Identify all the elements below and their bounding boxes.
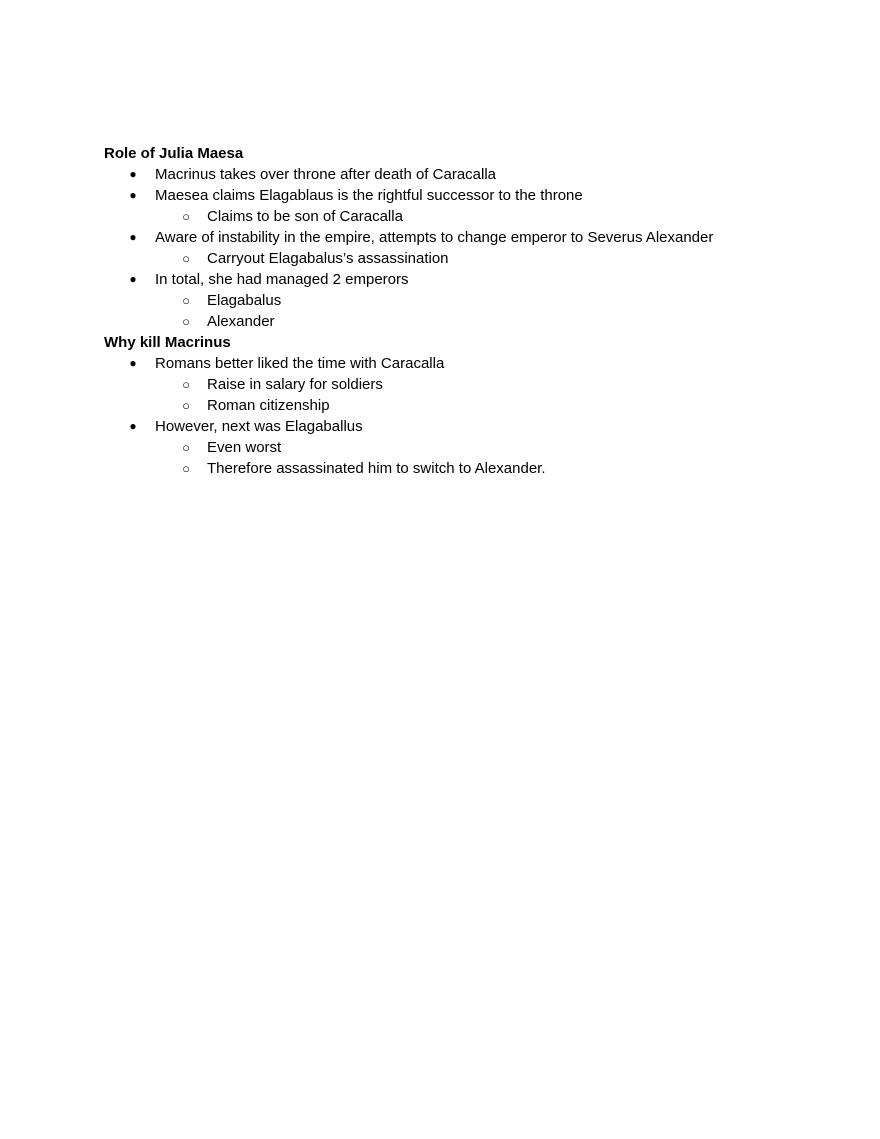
bullet-disc-icon: ● [129,356,137,370]
list-subitem [104,458,777,479]
bullet-circle-icon: ○ [182,461,190,476]
list-item [104,416,777,437]
list-item [104,269,777,290]
bullet-disc-icon: ● [129,419,137,433]
list-subitem [104,395,777,416]
list-item-text: Elagabalus [207,292,282,309]
list-item-text: Aware of instability in the empire, attempts to change emperor to Severus Alexander [155,229,714,246]
section-heading: Why kill Macrinus [104,334,231,351]
list-item [104,164,777,185]
list-item [104,353,777,374]
list-item-text: Carryout Elagabalus’s assassination [207,250,449,267]
bullet-disc-icon: ● [129,188,137,202]
list-item-text: Even worst [207,439,282,456]
list-item-text: However, next was Elagaballus [155,418,363,435]
bullet-circle-icon: ○ [182,209,190,224]
list-subitem [104,311,777,332]
list-item-text: Romans better liked the time with Caracalla [155,355,445,372]
list-item-text: Claims to be son of Caracalla [207,208,403,225]
list-item-text: Roman citizenship [207,397,330,414]
bullet-disc-icon: ● [129,272,137,286]
list-item-text: In total, she had managed 2 emperors [155,271,409,288]
bullet-circle-icon: ○ [182,398,190,413]
list-item [104,227,777,248]
list-item-text: Alexander [207,313,275,330]
notes-content [104,143,777,479]
bullet-circle-icon: ○ [182,314,190,329]
list-subitem [104,206,777,227]
bullet-circle-icon: ○ [182,251,190,266]
list-item-text: Maesea claims Elagablaus is the rightful successor to the throne [155,187,583,204]
section-heading: Role of Julia Maesa [104,145,244,162]
bullet-disc-icon: ● [129,230,137,244]
bullet-circle-icon: ○ [182,377,190,392]
list-subitem [104,437,777,458]
list-item-text: Macrinus takes over throne after death of Caracalla [155,166,497,183]
list-item [104,185,777,206]
bullet-circle-icon: ○ [182,440,190,455]
list-item-text: Raise in salary for soldiers [207,376,383,393]
list-subitem [104,374,777,395]
bullet-circle-icon: ○ [182,293,190,308]
list-subitem [104,248,777,269]
list-item-text: Therefore assassinated him to switch to Alexander. [207,460,546,477]
list-subitem [104,290,777,311]
bullet-disc-icon: ● [129,167,137,181]
